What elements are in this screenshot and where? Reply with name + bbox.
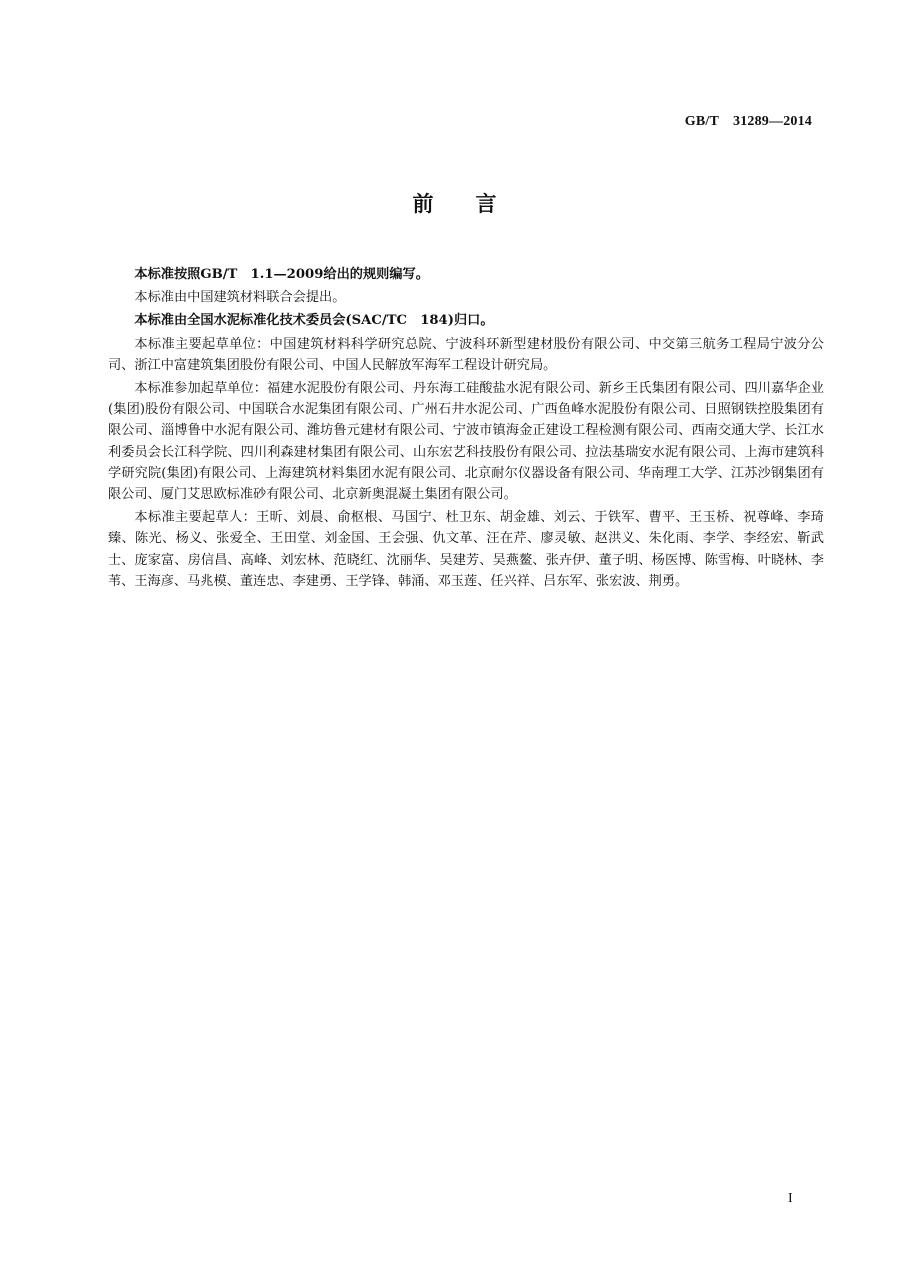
paragraph-proposed-by: 本标准由中国建筑材料联合会提出。 (134, 290, 346, 306)
paragraph-under-jurisdiction: 本标准由全国水泥标准化技术委员会(SAC/TC 184)归口。 (134, 313, 494, 329)
page-number: I (788, 1191, 793, 1206)
page-title: 前言 (412, 192, 539, 216)
paragraph-main-drafters: 本标准主要起草人：王昕、刘晨、俞枢根、马国宁、杜卫东、胡金雄、刘云、于铁军、曹平、王玉桥、祝尊峰、李琦臻、陈光、杨义、张爱全、王田堂、刘金国、王会强、仇文革、汪在芹、廖灵敏、赵洪义、朱化雨、李学、李经宏、靳武士、庞家富、房信昌、高峰、刘宏林、范晓红、沈丽华、吴建芳、吴燕鳌、张卉伊、董子明、杨医博、陈雪梅、叶晓林、李苇、王海彦、马兆模、董连忠、李建勇、王学锋、韩涌、邓玉莲、任兴祥、吕东军、张宏波、荆勇。 (108, 510, 824, 589)
paragraph-drafting-rules: 本标准按照GB/T 1.1—2009给出的规则编写。 (134, 267, 429, 282)
paragraph-participating-units: 本标准参加起草单位：福建水泥股份有限公司、丹东海工硅酸盐水泥有限公司、新乡王氏集团有限公司、四川嘉华企业(集团)股份有限公司、中国联合水泥集团有限公司、广州石井水泥公司、广西鱼峰水泥股份有限公司、日照钢铁控股集团有限公司、淄博鲁中水泥有限公司、潍坊鲁元建材有限公司、宁波市镇海金正建设工程检测有限公司、西南交通大学、长江水利委员会长江科学院、四川利森建材集团有限公司、山东宏艺科技股份有限公司、拉法基瑞安水泥有限公司、上海市建筑科学研究院(集团)有限公司、上海建筑材料集团水泥有限公司、北京耐尔仪器设备有限公司、华南理工大学、江苏沙钢集团有限公司、厦门艾思欧标准砂有限公司、北京新奥混凝土集团有限公司。 (108, 381, 824, 503)
preface-body (108, 264, 824, 594)
standard-code-header: GB/T 31289—2014 (684, 114, 812, 129)
paragraph-main-drafting-units: 本标准主要起草单位：中国建筑材料科学研究总院、宁波科环新型建材股份有限公司、中交第三航务工程局宁波分公司、浙江中富建筑集团股份有限公司、中国人民解放军海军工程设计研究局。 (108, 336, 824, 373)
